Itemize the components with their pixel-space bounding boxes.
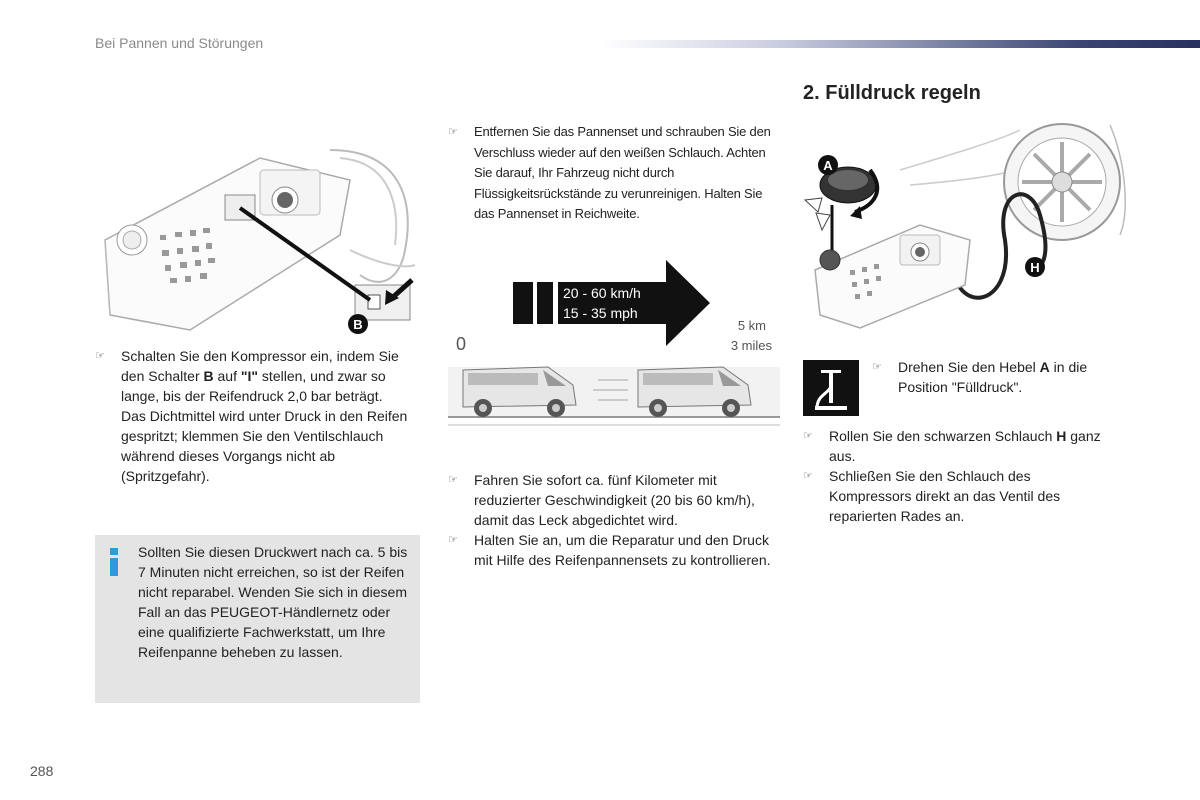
distance-km-label: 5 km [737,318,766,333]
instruction-continuation: Das Dichtmittel wird unter Druck in den Reifen gespritzt; klemmen Sie den Ventilschlauch während dieses Vorgangs nicht ab (Spritzgefahr). [121,408,408,484]
pointer-bullet-icon: ☞ [803,470,813,482]
pointer-bullet-icon: ☞ [803,430,813,442]
instruction-unroll-hose: ☞ Rollen Sie den schwarzen Schlauch H ganz aus. [803,428,1101,464]
pointer-bullet-icon: ☞ [448,126,458,138]
info-icon [109,548,119,576]
running-header: Bei Pannen und Störungen [95,35,264,51]
pointer-bullet-icon: ☞ [448,534,458,546]
pointer-bullet-icon: ☞ [448,474,458,486]
instruction-connect-hose: ☞ Schließen Sie den Schlauch des Kompressors direkt an das Ventil des reparierten Rades an. [803,468,1061,524]
info-text: Sollten Sie diesen Druckwert nach ca. 5 bis 7 Minuten nicht erreichen, so ist der Reifen nicht reparabel. Wenden Sie sich in diesem Fall an das PEUGEOT-Händlernetz oder eine qualifizierte Fachwerkstatt, um Ihre Reifenpanne beheben zu lassen. [138,544,408,660]
inflate-pump-icon [803,360,859,416]
instruction-drive: ☞ Fahren Sie sofort ca. fünf Kilometer mit reduzierter Geschwindigkeit (20 bis 60 km/h), damit das Leck abgedichtet wird. [448,472,755,528]
compressor-switch-illustration [100,140,422,340]
page-number: 288 [30,763,54,779]
figure-label-h: H [1030,260,1040,275]
section-heading: 2. Fülldruck regeln [803,82,981,104]
distance-miles-label: 3 miles [730,338,772,353]
instruction-stop-check: ☞ Halten Sie an, um die Reparatur und den Druck mit Hilfe des Reifenpannensets zu kontrollieren. [448,532,771,568]
instruction-turn-lever: ☞ Drehen Sie den Hebel A in die Position "Fülldruck". [872,359,1088,395]
inflation-illustration [800,120,1132,335]
instruction-remove-kit: ☞ Entfernen Sie das Pannenset und schrauben Sie den Verschluss wieder auf den weißen Schlauch. Achten Sie darauf, Ihr Fahrzeug nicht durch Flüssigkeitsrückstände zu verunreinigen. Halten Sie das Pannenset in Reichweite. [448,122,778,225]
pointer-bullet-icon: ☞ [95,350,105,362]
figure-label-b: B [353,317,363,332]
start-label: 0 [456,334,467,354]
figure-label-a: A [823,158,833,173]
speed-mph-label: 15 - 35 mph [563,305,638,321]
speed-kmh-label: 20 - 60 km/h [563,285,641,301]
driving-distance-illustration [448,255,780,430]
instruction-switch-on: ☞ Schalten Sie den Kompressor ein, indem Sie den Schalter B auf "I" stellen, und zwar so lange, bis der Reifendruck 2,0 bar beträgt. Das Dichtmittel wird unter Druck in den Reifen gespritzt; klemmen Sie den Ventilschlauch während dieses Vorgangs nicht ab (Spritzgefahr). [95,346,420,486]
header-gradient-bar [600,40,1200,48]
pointer-bullet-icon: ☞ [872,361,882,373]
